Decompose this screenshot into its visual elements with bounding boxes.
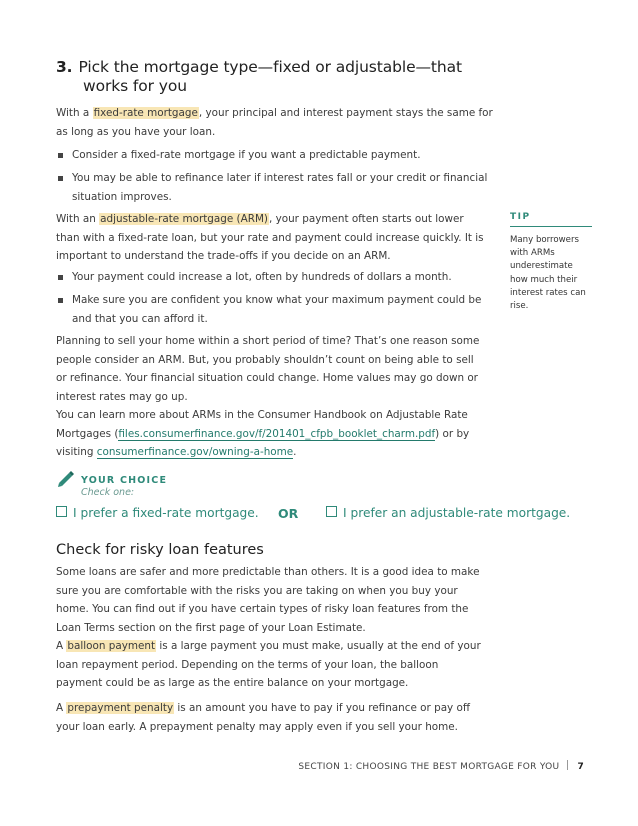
tip-label: TIP [510,212,531,222]
balloon-paragraph [56,637,486,693]
page-footer [298,760,584,772]
prepayment-paragraph [56,699,486,736]
tip-text: Many borrowers with ARMs underestimate how much their interest rates can rise. [510,235,586,312]
arm-bullet-1 [56,268,496,287]
bullet-square-icon [58,275,63,280]
option-fixed-rate[interactable] [56,506,259,520]
arm-term: adjustable-rate mortgage (ARM) [100,213,268,225]
arm-paragraph [56,210,486,266]
option-adjustable-label: I prefer an adjustable-rate mortgage. [343,506,571,520]
charm-booklet-link[interactable]: files.consumerfinance.gov/f/201401_cfpb_booklet_charm.pdf [118,427,436,440]
learn-more-paragraph [56,406,486,462]
risky-intro-paragraph: Some loans are safer and more predictable than others. It is a good idea to make sure you are comfortable with the risks you are taking on when you buy your home. You can find out if you have certain types of risky loan features from the Loan Terms section on the first page of your Loan Estimate. [56,566,480,634]
section-heading [56,58,496,96]
bullet-square-icon [58,176,63,181]
bullet-text: You may be able to refinance later if interest rates fall or your credit or financial situation improves. [72,172,488,203]
your-choice-title: YOUR CHOICE [81,475,168,486]
fixed-para-pre: With a [56,107,93,119]
checkbox-icon[interactable] [56,506,67,517]
fixed-para-post: , your principal and interest payment stays the same for as long as you have your loan. [56,107,493,138]
fixed-bullet-2 [56,169,496,206]
prepay-post: is an amount you have to pay if you refinance or pay off your loan early. A prepayment penalty may apply even if you sell your home. [56,702,471,733]
tip-divider [510,226,592,227]
footer-divider [567,760,568,770]
prepayment-term: prepayment penalty [67,702,174,714]
checkbox-icon[interactable] [326,506,337,517]
fixed-bullet-1 [56,146,496,165]
or-separator: OR [278,506,299,521]
bullet-square-icon [58,153,63,158]
balloon-term: balloon payment [67,640,156,652]
learn-para-mid: ) or by visiting [56,427,470,458]
balloon-post: is a large payment you must make, usually at the end of your loan repayment period. Depending on the terms of your loan, the balloon payment could be as large as the entire balance on your mortgage. [56,640,481,689]
learn-para-pre: You can learn more about ARMs in the Consumer Handbook on Adjustable Rate Mortgages ( [56,409,468,440]
bullet-square-icon [58,298,63,303]
heading-line1: Pick the mortgage type—fixed or adjustable—that [78,58,463,76]
heading-number: 3. [56,58,73,76]
arm-bullet-2 [56,291,496,328]
fixed-rate-paragraph [56,104,496,141]
risky-features-heading: Check for risky loan features [56,542,264,558]
page-number: 7 [577,762,584,772]
arm-para-pre: With an [56,213,100,225]
check-one-subtitle: Check one: [81,487,135,498]
option-fixed-label: I prefer a fixed-rate mortgage. [73,506,259,520]
footer-section-title: SECTION 1: CHOOSING THE BEST MORTGAGE FOR YOU [298,762,560,772]
option-adjustable-rate[interactable] [326,506,570,520]
bullet-text: Make sure you are confident you know what your maximum payment could be and that you can afford it. [72,294,482,325]
learn-para-post: . [293,446,297,458]
planning-paragraph: Planning to sell your home within a short period of time? That’s one reason some people consider an ARM. But, you probably shouldn’t count on being able to sell or refinance. Your financial situation could change. Home values may go down or interest rates may go up. [56,335,480,403]
owning-a-home-link[interactable]: consumerfinance.gov/owning-a-home [96,446,294,458]
bullet-text: Your payment could increase a lot, often by hundreds of dollars a month. [72,271,452,283]
fixed-rate-term: fixed-rate mortgage [93,107,198,119]
balloon-pre: A [56,640,67,652]
heading-line2: works for you [83,77,187,95]
arm-para-post: , your payment often starts out lower than with a fixed-rate loan, but your rate and payment could increase quickly. It is important to understand the trade-offs if you decide on an ARM. [56,213,484,262]
bullet-text: Consider a fixed-rate mortgage if you want a predictable payment. [72,149,421,161]
pencil-icon [56,468,76,488]
prepay-pre: A [56,702,67,714]
